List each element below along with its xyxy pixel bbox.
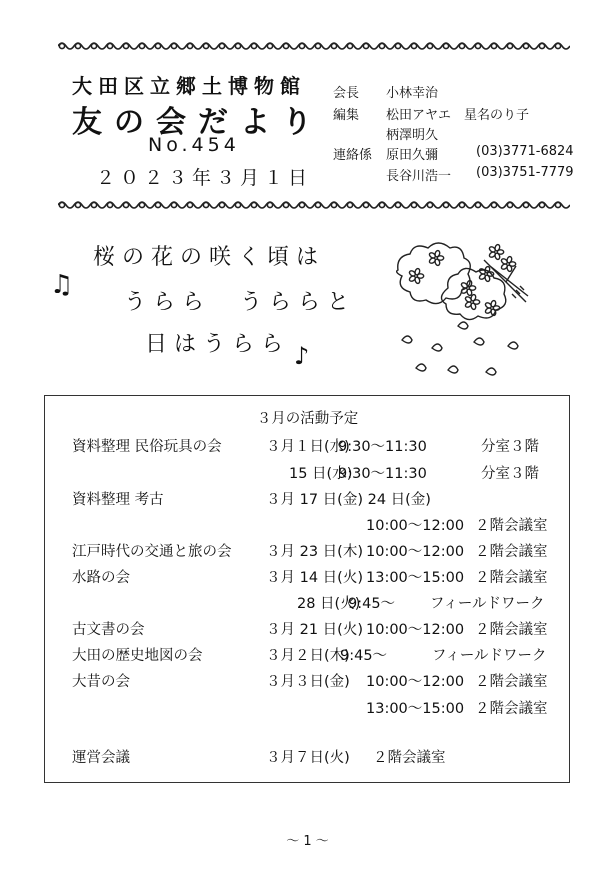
schedule-row-6-time: 13:00～15:00 bbox=[366, 570, 465, 586]
schedule-row-10-time: 10:00～12:00 bbox=[366, 674, 465, 690]
staff-role-contact: 連絡係 bbox=[333, 148, 373, 163]
schedule-row-2-time: 9:30～11:30 bbox=[338, 466, 427, 482]
schedule-row-5-date: ３月 23 日(木) bbox=[266, 544, 363, 560]
staff-phone-contact-1: (03)3771-6824 bbox=[476, 144, 574, 159]
staff-name-editor-1: 松田アヤエ 星名のり子 bbox=[386, 108, 530, 123]
schedule-row-8-date: ３月 21 日(火) bbox=[266, 622, 363, 638]
schedule-row-3-date: ３月 17 日(金) 24 日(金) bbox=[266, 492, 431, 508]
schedule-row-4-place: ２階会議室 bbox=[475, 518, 548, 534]
schedule-row-11-place: ２階会議室 bbox=[475, 701, 548, 717]
schedule-row-6-place: ２階会議室 bbox=[475, 570, 548, 586]
schedule-row-12-date: ３月７日(火) bbox=[266, 750, 350, 766]
issue-number: No.454 bbox=[148, 134, 240, 156]
schedule-row-9-date: ３月２日(木) bbox=[266, 648, 350, 664]
schedule-row-1-time: 9:30～11:30 bbox=[338, 439, 427, 455]
schedule-row-4-time: 10:00～12:00 bbox=[366, 518, 465, 534]
staff-role-chairman: 会長 bbox=[333, 86, 360, 101]
schedule-title: ３月の活動予定 bbox=[256, 411, 359, 427]
schedule-row-1-date: ３月１日(水) bbox=[266, 439, 350, 455]
schedule-row-9-time: 9:45～ bbox=[340, 648, 388, 664]
schedule-row-12-place: ２階会議室 bbox=[373, 750, 446, 766]
schedule-row-2-date: 15 日(水) bbox=[289, 466, 353, 482]
staff-phone-contact-2: (03)3751-7779 bbox=[476, 165, 574, 180]
schedule-row-2-place: 分室３階 bbox=[481, 466, 539, 482]
schedule-row-5-name: 江戸時代の交通と旅の会 bbox=[72, 544, 232, 560]
museum-name: 大田区立郷土博物館 bbox=[72, 74, 306, 98]
schedule-row-10-place: ２階会議室 bbox=[475, 674, 548, 690]
schedule-row-6-name: 水路の会 bbox=[72, 570, 130, 586]
schedule-row-11-time: 13:00～15:00 bbox=[366, 701, 465, 717]
vine-border-bottom bbox=[58, 199, 570, 211]
schedule-row-1-name: 資料整理 民俗玩具の会 bbox=[72, 439, 222, 455]
schedule-row-7-date: 28 日(火) bbox=[297, 596, 361, 612]
poem-line-2: うらら うららと bbox=[124, 290, 357, 315]
schedule-row-9-name: 大田の歴史地図の会 bbox=[72, 648, 203, 664]
poem-line-1: 桜の花の咲く頃は bbox=[93, 245, 326, 270]
newsletter-title: 友の会だより bbox=[72, 105, 324, 140]
schedule-row-8-time: 10:00～12:00 bbox=[366, 622, 465, 638]
schedule-row-10-name: 大昔の会 bbox=[72, 674, 130, 690]
eighth-note-icon: ♪ bbox=[294, 342, 310, 370]
schedule-row-7-time: 9:45～ bbox=[348, 596, 396, 612]
schedule-row-5-place: ２階会議室 bbox=[475, 544, 548, 560]
schedule-row-3-name: 資料整理 考古 bbox=[72, 492, 164, 508]
issue-date: ２０２３年３月１日 bbox=[96, 167, 313, 189]
schedule-row-6-date: ３月 14 日(火) bbox=[266, 570, 363, 586]
schedule-row-8-name: 古文書の会 bbox=[72, 622, 145, 638]
staff-name-chairman: 小林幸治 bbox=[386, 86, 439, 101]
staff-role-editor: 編集 bbox=[333, 108, 360, 123]
schedule-row-9-place: フィールドワーク bbox=[432, 648, 547, 664]
schedule-row-12-name: 運営会議 bbox=[72, 750, 130, 766]
staff-name-contact-2: 長谷川浩一 bbox=[386, 169, 452, 184]
schedule-row-8-place: ２階会議室 bbox=[475, 622, 548, 638]
staff-name-editor-2: 柄澤明久 bbox=[386, 128, 439, 143]
page-number: ～ 1 ～ bbox=[286, 834, 329, 849]
poem-line-3: 日はうらら bbox=[145, 332, 291, 357]
schedule-row-5-time: 10:00～12:00 bbox=[366, 544, 465, 560]
staff-name-contact-1: 原田久彌 bbox=[386, 148, 439, 163]
cherry-blossom-icon bbox=[388, 230, 538, 390]
schedule-row-1-place: 分室３階 bbox=[481, 439, 539, 455]
vine-border-top bbox=[58, 40, 570, 52]
schedule-row-10-date: ３月３日(金) bbox=[266, 674, 350, 690]
schedule-row-7-place: フィールドワーク bbox=[430, 596, 545, 612]
music-note-icon: ♫ bbox=[50, 270, 74, 300]
